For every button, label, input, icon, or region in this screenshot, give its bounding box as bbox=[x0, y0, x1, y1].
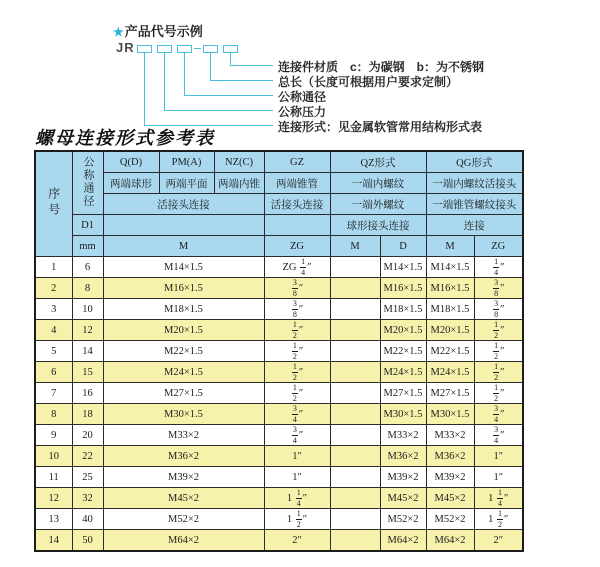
cell-seq: 5 bbox=[35, 341, 72, 362]
cell-qg-m: M30×1.5 bbox=[426, 404, 474, 425]
connector-line bbox=[144, 52, 273, 126]
table-header bbox=[35, 151, 523, 257]
diagram-title-text: 产品代号示例 bbox=[124, 24, 203, 39]
header-pm-desc: 两端平面 bbox=[159, 173, 214, 194]
cell-gz-zg: $\frac{3}{8}$ ″ bbox=[264, 278, 330, 299]
label-material: 连接件材质 c：为碳钢 b：为不锈钢 bbox=[278, 60, 485, 74]
header-gz-desc: 两端锥管 bbox=[264, 173, 330, 194]
cell-qg-zg: $\frac{1}{2}$ ″ bbox=[474, 362, 523, 383]
cell-m: M36×2 bbox=[103, 446, 264, 467]
cell-qz-d: M14×1.5 bbox=[380, 257, 426, 278]
cell-seq: 11 bbox=[35, 467, 72, 488]
cell-qz-m bbox=[330, 383, 380, 404]
product-code-prefix: JR bbox=[116, 40, 135, 55]
header-dn bbox=[72, 151, 103, 215]
cell-qz-m bbox=[330, 467, 380, 488]
cell-gz-zg: $\frac{1}{2}$ ″ bbox=[264, 383, 330, 404]
cell-gz-zg: 1 $\frac{1}{4}$ ″ bbox=[264, 488, 330, 509]
cell-seq: 13 bbox=[35, 509, 72, 530]
cell-gz-zg: 1″ bbox=[264, 467, 330, 488]
cell-gz-zg: 1 $\frac{1}{2}$ ″ bbox=[264, 509, 330, 530]
header-col-gz: GZ bbox=[264, 151, 330, 173]
cell-dn-mm: 20 bbox=[72, 425, 103, 446]
cell-qg-m: M39×2 bbox=[426, 467, 474, 488]
header-qg-m: M bbox=[426, 236, 474, 257]
cell-qg-zg: 1″ bbox=[474, 467, 523, 488]
cell-gz-zg: 1″ bbox=[264, 446, 330, 467]
header-dn-text: 公称通径 bbox=[82, 155, 94, 208]
header-qg-desc2: 一端锥管螺纹接头 bbox=[426, 194, 523, 215]
cell-qg-zg: $\frac{3}{8}$ ″ bbox=[474, 278, 523, 299]
header-nz-desc: 两端内锥 bbox=[214, 173, 264, 194]
header-qg-zg: ZG bbox=[474, 236, 523, 257]
cell-dn-mm: 16 bbox=[72, 383, 103, 404]
cell-qz-m bbox=[330, 488, 380, 509]
cell-dn-mm: 12 bbox=[72, 320, 103, 341]
cell-qz-m bbox=[330, 320, 380, 341]
table-row bbox=[35, 425, 523, 446]
header-empty bbox=[103, 215, 264, 236]
header-seq-text: 序号 bbox=[46, 186, 61, 219]
header-col-qz: QZ形式 bbox=[330, 151, 426, 173]
cell-qz-m bbox=[330, 425, 380, 446]
cell-dn-mm: 32 bbox=[72, 488, 103, 509]
table-row bbox=[35, 509, 523, 530]
cell-qg-zg: $\frac{1}{2}$ ″ bbox=[474, 383, 523, 404]
cell-dn-mm: 10 bbox=[72, 299, 103, 320]
cell-m: M52×2 bbox=[103, 509, 264, 530]
cell-qz-m bbox=[330, 257, 380, 278]
cell-seq: 8 bbox=[35, 404, 72, 425]
cell-seq: 12 bbox=[35, 488, 72, 509]
cell-qg-m: M20×1.5 bbox=[426, 320, 474, 341]
cell-qg-m: M52×2 bbox=[426, 509, 474, 530]
cell-dn-mm: 6 bbox=[72, 257, 103, 278]
cell-qg-zg: 2″ bbox=[474, 530, 523, 552]
cell-m: M22×1.5 bbox=[103, 341, 264, 362]
cell-qg-m: M18×1.5 bbox=[426, 299, 474, 320]
header-qz-desc1: 一端内螺纹 bbox=[330, 173, 426, 194]
cell-qg-m: M36×2 bbox=[426, 446, 474, 467]
header-empty bbox=[264, 215, 330, 236]
cell-qz-d: M16×1.5 bbox=[380, 278, 426, 299]
cell-qz-m bbox=[330, 278, 380, 299]
cell-gz-zg: $\frac{3}{8}$ ″ bbox=[264, 299, 330, 320]
cell-qg-zg: 1 $\frac{1}{4}$ ″ bbox=[474, 488, 523, 509]
cell-qg-zg: $\frac{3}{4}$ ″ bbox=[474, 425, 523, 446]
header-mm: mm bbox=[72, 236, 103, 257]
cell-qg-m: M33×2 bbox=[426, 425, 474, 446]
header-qz-m: M bbox=[330, 236, 380, 257]
header-col-qg: QG形式 bbox=[426, 151, 523, 173]
cell-dn-mm: 40 bbox=[72, 509, 103, 530]
table-row bbox=[35, 530, 523, 552]
table-row bbox=[35, 488, 523, 509]
table-row bbox=[35, 467, 523, 488]
cell-qz-d: M27×1.5 bbox=[380, 383, 426, 404]
cell-seq: 14 bbox=[35, 530, 72, 552]
cell-qz-m bbox=[330, 404, 380, 425]
cell-qz-m bbox=[330, 446, 380, 467]
cell-seq: 1 bbox=[35, 257, 72, 278]
cell-dn-mm: 50 bbox=[72, 530, 103, 552]
label-total-length: 总长（长度可根据用户要求定制） bbox=[278, 75, 459, 89]
cell-qz-m bbox=[330, 299, 380, 320]
header-gz-zg: ZG bbox=[264, 236, 330, 257]
header-qz-desc2: 一端外螺纹 bbox=[330, 194, 426, 215]
cell-qg-m: M64×2 bbox=[426, 530, 474, 552]
cell-m: M18×1.5 bbox=[103, 299, 264, 320]
table-row bbox=[35, 320, 523, 341]
cell-qz-d: M64×2 bbox=[380, 530, 426, 552]
header-gz-conn: 活接头连接 bbox=[264, 194, 330, 215]
table-row bbox=[35, 278, 523, 299]
cell-qg-m: M27×1.5 bbox=[426, 383, 474, 404]
header-q-desc: 两端球形 bbox=[103, 173, 159, 194]
cell-m: M20×1.5 bbox=[103, 320, 264, 341]
cell-seq: 7 bbox=[35, 383, 72, 404]
cell-qg-zg: 1 $\frac{1}{2}$ ″ bbox=[474, 509, 523, 530]
diagram-title bbox=[113, 21, 203, 40]
table-body bbox=[35, 257, 523, 552]
cell-qg-m: M45×2 bbox=[426, 488, 474, 509]
cell-seq: 4 bbox=[35, 320, 72, 341]
header-col-pm: PM(A) bbox=[159, 151, 214, 173]
cell-qz-m bbox=[330, 509, 380, 530]
star-icon: ★ bbox=[113, 25, 124, 39]
cell-dn-mm: 15 bbox=[72, 362, 103, 383]
table-row bbox=[35, 299, 523, 320]
cell-qg-zg: $\frac{1}{2}$ ″ bbox=[474, 320, 523, 341]
label-nominal-diameter: 公称通径 bbox=[278, 90, 327, 104]
cell-seq: 2 bbox=[35, 278, 72, 299]
cell-gz-zg: $\frac{1}{2}$ ″ bbox=[264, 320, 330, 341]
table-row bbox=[35, 341, 523, 362]
cell-m: M45×2 bbox=[103, 488, 264, 509]
cell-gz-zg: $\frac{1}{2}$ ″ bbox=[264, 341, 330, 362]
cell-qz-d: M30×1.5 bbox=[380, 404, 426, 425]
cell-dn-mm: 14 bbox=[72, 341, 103, 362]
cell-dn-mm: 18 bbox=[72, 404, 103, 425]
header-col-q: Q(D) bbox=[103, 151, 159, 173]
cell-qz-d: M20×1.5 bbox=[380, 320, 426, 341]
cell-dn-mm: 22 bbox=[72, 446, 103, 467]
cell-m: M24×1.5 bbox=[103, 362, 264, 383]
header-qg-desc1: 一端内螺纹活接头 bbox=[426, 173, 523, 194]
cell-qg-zg: $\frac{3}{8}$ ″ bbox=[474, 299, 523, 320]
table-title: 螺母连接形式参考表 bbox=[35, 128, 215, 148]
cell-qg-zg: $\frac{1}{4}$ ″ bbox=[474, 257, 523, 278]
cell-gz-zg: $\frac{3}{4}$ ″ bbox=[264, 404, 330, 425]
cell-m: M33×2 bbox=[103, 425, 264, 446]
cell-qg-m: M22×1.5 bbox=[426, 341, 474, 362]
header-m: M bbox=[103, 236, 264, 257]
cell-seq: 10 bbox=[35, 446, 72, 467]
cell-qg-zg: 1″ bbox=[474, 446, 523, 467]
code-dash bbox=[194, 48, 201, 49]
cell-qz-d: M52×2 bbox=[380, 509, 426, 530]
cell-qz-d: M39×2 bbox=[380, 467, 426, 488]
cell-qz-d: M24×1.5 bbox=[380, 362, 426, 383]
header-d1: D1 bbox=[72, 215, 103, 236]
cell-qz-d: M36×2 bbox=[380, 446, 426, 467]
cell-m: M27×1.5 bbox=[103, 383, 264, 404]
table-row bbox=[35, 362, 523, 383]
cell-qz-m bbox=[330, 530, 380, 552]
cell-gz-zg: $\frac{1}{2}$ ″ bbox=[264, 362, 330, 383]
cell-qz-d: M45×2 bbox=[380, 488, 426, 509]
cell-seq: 6 bbox=[35, 362, 72, 383]
header-qz-conn: 球形接头连接 bbox=[330, 215, 426, 236]
cell-seq: 9 bbox=[35, 425, 72, 446]
header-union-conn: 活接头连接 bbox=[103, 194, 264, 215]
cell-qz-d: M22×1.5 bbox=[380, 341, 426, 362]
cell-qz-m bbox=[330, 341, 380, 362]
header-qg-conn: 连接 bbox=[426, 215, 523, 236]
label-connection-form: 连接形式：见金属软管常用结构形式表 bbox=[278, 120, 483, 134]
table-row bbox=[35, 383, 523, 404]
cell-m: M16×1.5 bbox=[103, 278, 264, 299]
table-row bbox=[35, 404, 523, 425]
cell-gz-zg: $\frac{3}{4}$ ″ bbox=[264, 425, 330, 446]
cell-qg-zg: $\frac{1}{2}$ ″ bbox=[474, 341, 523, 362]
header-qz-d: D bbox=[380, 236, 426, 257]
table-row bbox=[35, 257, 523, 278]
cell-seq: 3 bbox=[35, 299, 72, 320]
header-col-nz: NZ(C) bbox=[214, 151, 264, 173]
cell-gz-zg: 2″ bbox=[264, 530, 330, 552]
cell-qz-d: M33×2 bbox=[380, 425, 426, 446]
cell-qz-m bbox=[330, 362, 380, 383]
cell-m: M64×2 bbox=[103, 530, 264, 552]
cell-qg-m: M24×1.5 bbox=[426, 362, 474, 383]
table-row bbox=[35, 446, 523, 467]
cell-m: M30×1.5 bbox=[103, 404, 264, 425]
header-seq bbox=[35, 151, 72, 257]
cell-gz-zg: ZG $\frac{1}{4}$ ″ bbox=[264, 257, 330, 278]
cell-qg-zg: $\frac{3}{4}$ ″ bbox=[474, 404, 523, 425]
cell-dn-mm: 8 bbox=[72, 278, 103, 299]
cell-dn-mm: 25 bbox=[72, 467, 103, 488]
cell-qg-m: M16×1.5 bbox=[426, 278, 474, 299]
cell-qg-m: M14×1.5 bbox=[426, 257, 474, 278]
cell-m: M39×2 bbox=[103, 467, 264, 488]
label-nominal-pressure: 公称压力 bbox=[278, 105, 327, 119]
cell-m: M14×1.5 bbox=[103, 257, 264, 278]
cell-qz-d: M18×1.5 bbox=[380, 299, 426, 320]
nut-connection-table bbox=[34, 150, 524, 552]
